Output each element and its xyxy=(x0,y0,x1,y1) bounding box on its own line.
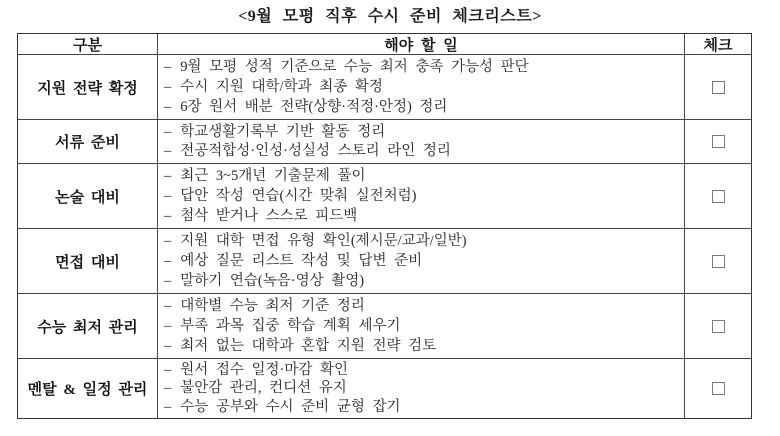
bullet-dash: – xyxy=(164,380,172,397)
header-cell-category xyxy=(18,34,158,54)
bullet-dash: – xyxy=(164,272,172,289)
task-item xyxy=(164,379,680,397)
table-header-row xyxy=(18,34,751,55)
bullet-dash: – xyxy=(164,143,172,160)
bullet-dash: – xyxy=(164,58,172,75)
bullet-dash: – xyxy=(164,362,172,379)
check-cell xyxy=(685,229,751,293)
bullet-dash: – xyxy=(164,78,172,95)
task-item xyxy=(164,123,680,141)
tasks-cell xyxy=(158,120,685,163)
task-text: 6장 원서 배분 전략(상향·적정·안정) 정리 xyxy=(180,98,448,115)
task-item xyxy=(164,337,680,355)
task-text: 말하기 연습(녹음·영상 촬영) xyxy=(180,272,365,289)
header-cell-check xyxy=(685,34,751,54)
checkbox[interactable] xyxy=(712,190,725,203)
check-cell xyxy=(685,120,751,163)
category-cell xyxy=(18,359,158,418)
task-text: 예상 질문 리스트 작성 및 답변 준비 xyxy=(180,252,423,269)
check-cell xyxy=(685,55,751,119)
task-text: 최근 3~5개년 기출문제 풀이 xyxy=(180,167,366,184)
task-item xyxy=(164,58,680,76)
header-label-tasks: 해야 할 일 xyxy=(384,37,458,54)
table-row xyxy=(18,294,751,359)
category-label: 멘탈 & 일정 관리 xyxy=(27,382,148,398)
task-text: 대학별 수능 최저 기준 정리 xyxy=(180,297,365,314)
task-item xyxy=(164,361,680,379)
bullet-dash: – xyxy=(164,123,172,140)
task-item xyxy=(164,232,680,250)
category-cell xyxy=(18,229,158,293)
header-label-category: 구분 xyxy=(73,37,102,54)
task-text: 학교생활기록부 기반 활동 정리 xyxy=(180,123,386,140)
bullet-dash: – xyxy=(164,398,172,415)
checkbox[interactable] xyxy=(712,135,725,148)
bullet-dash: – xyxy=(164,297,172,314)
checkbox[interactable] xyxy=(712,255,725,268)
category-label: 서류 준비 xyxy=(55,135,120,151)
table-row xyxy=(18,164,751,229)
category-label: 지원 전략 확정 xyxy=(37,80,138,97)
check-cell xyxy=(685,359,751,418)
category-cell xyxy=(18,164,158,228)
task-text: 부족 과목 집중 학습 계획 세우기 xyxy=(180,317,401,334)
task-text: 전공적합성·인성·성실성 스토리 라인 정리 xyxy=(180,143,451,160)
task-item xyxy=(164,78,680,96)
bullet-dash: – xyxy=(164,98,172,115)
check-cell xyxy=(685,294,751,358)
tasks-cell xyxy=(158,359,685,418)
checkbox[interactable] xyxy=(712,320,725,333)
task-item xyxy=(164,317,680,335)
header-label-check: 체크 xyxy=(703,37,733,54)
task-item xyxy=(164,142,680,160)
task-text: 원서 접수 일정·마감 확인 xyxy=(180,362,349,379)
category-cell xyxy=(18,294,158,358)
page-title: <9월 모평 직후 수시 준비 체크리스트> xyxy=(238,8,542,25)
table-row xyxy=(18,359,751,418)
category-cell xyxy=(18,55,158,119)
task-item xyxy=(164,167,680,185)
tasks-cell xyxy=(158,229,685,293)
tasks-cell xyxy=(158,55,685,119)
task-text: 수능 공부와 수시 준비 균형 잡기 xyxy=(180,398,401,415)
task-item xyxy=(164,398,680,416)
table-row xyxy=(18,120,751,164)
task-item xyxy=(164,252,680,270)
task-item xyxy=(164,187,680,205)
task-text: 답안 작성 연습(시간 맞춰 실전처럼) xyxy=(180,187,417,204)
task-text: 불안감 관리, 컨디션 유지 xyxy=(180,380,347,397)
tasks-cell xyxy=(158,164,685,228)
task-text: 9월 모평 성적 기준으로 수능 최저 충족 가능성 판단 xyxy=(180,58,529,75)
task-item xyxy=(164,207,680,225)
tasks-cell xyxy=(158,294,685,358)
table-row xyxy=(18,55,751,120)
checkbox[interactable] xyxy=(712,81,725,94)
task-item xyxy=(164,98,680,116)
task-text: 지원 대학 면접 유형 확인(제시문/교과/일반) xyxy=(180,232,467,249)
bullet-dash: – xyxy=(164,317,172,334)
bullet-dash: – xyxy=(164,167,172,184)
bullet-dash: – xyxy=(164,207,172,224)
task-text: 최저 없는 대학과 혼합 지원 전략 검토 xyxy=(180,337,437,354)
bullet-dash: – xyxy=(164,232,172,249)
category-label: 논술 대비 xyxy=(55,189,120,206)
category-label: 수능 최저 관리 xyxy=(37,319,138,336)
bullet-dash: – xyxy=(164,337,172,354)
category-label: 면접 대비 xyxy=(55,254,120,271)
bullet-dash: – xyxy=(164,252,172,269)
category-cell xyxy=(18,120,158,163)
table-body xyxy=(18,55,751,418)
table-row xyxy=(18,229,751,294)
header-cell-tasks xyxy=(158,34,685,54)
bullet-dash: – xyxy=(164,187,172,204)
checkbox[interactable] xyxy=(712,382,725,395)
checklist-table xyxy=(17,33,752,419)
task-item xyxy=(164,272,680,290)
task-text: 수시 지원 대학/학과 최종 확정 xyxy=(180,78,383,95)
task-item xyxy=(164,297,680,315)
check-cell xyxy=(685,164,751,228)
task-text: 첨삭 받거나 스스로 피드백 xyxy=(180,207,358,224)
